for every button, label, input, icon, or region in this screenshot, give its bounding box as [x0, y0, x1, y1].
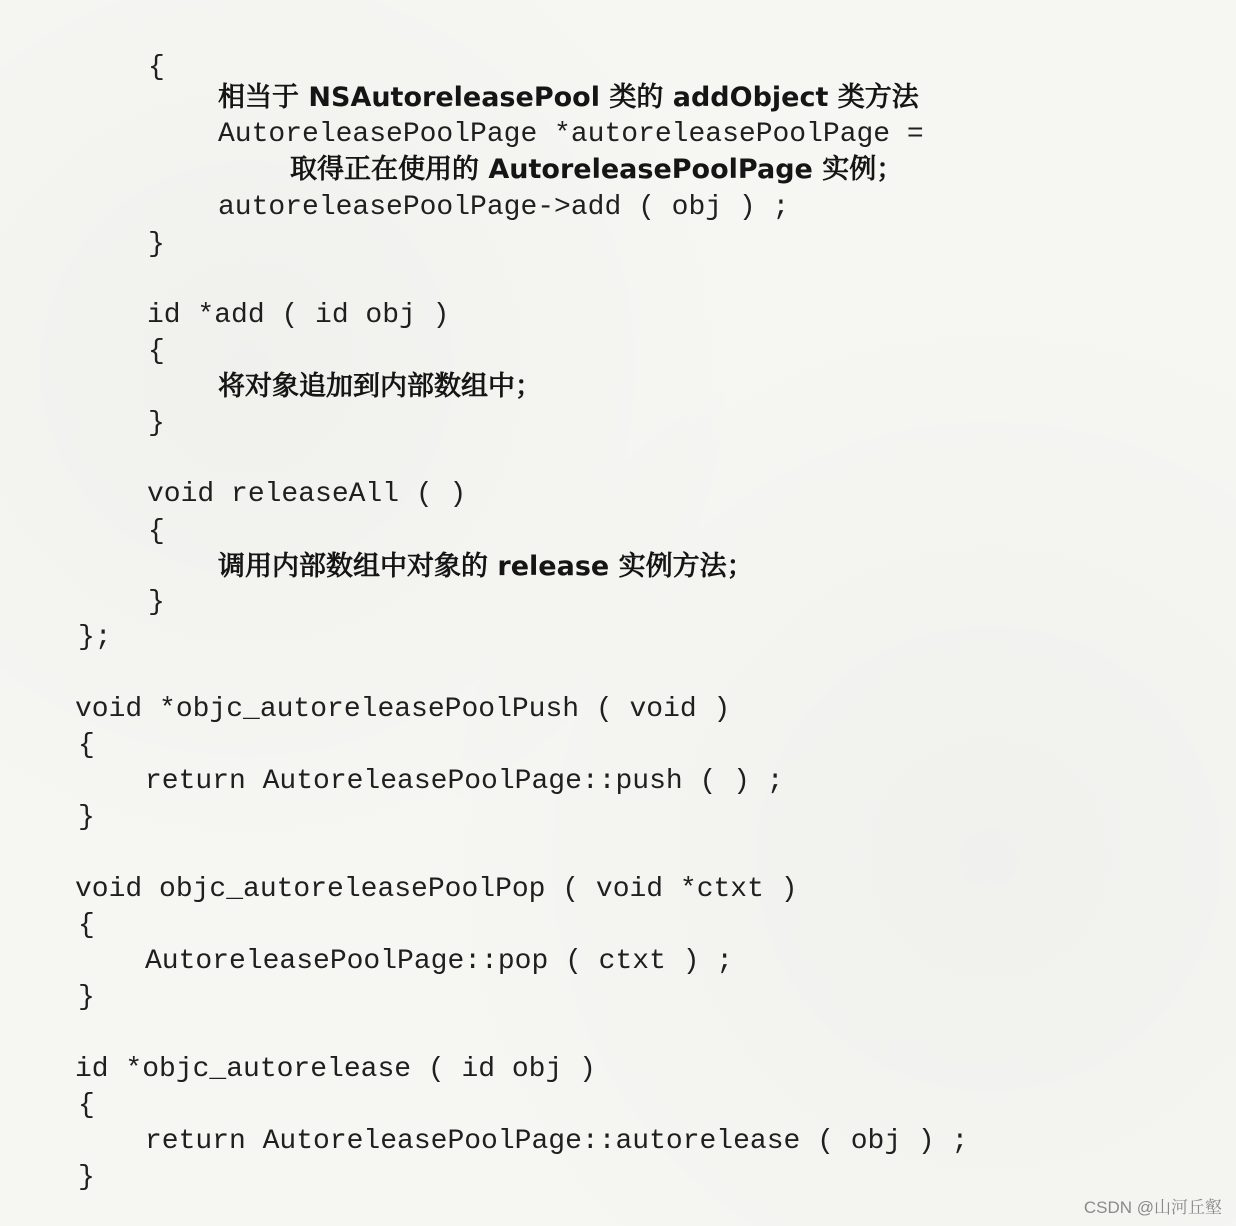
code-line-method-signature: id *add ( id obj ) [147, 300, 450, 331]
code-line-open-brace: { [78, 910, 95, 941]
code-line-open-brace: { [148, 516, 165, 547]
code-line-comment: 将对象追加到内部数组中； [218, 371, 542, 402]
code-line-open-brace: { [78, 1090, 95, 1121]
code-line-comment: 取得正在使用的 AutoreleasePoolPage 实例； [290, 154, 904, 185]
code-line-close-brace: } [148, 408, 165, 439]
code-line-function-signature: id *objc_autorelease ( id obj ) [75, 1054, 596, 1085]
code-line-class-end: }; [78, 622, 112, 653]
code-line-close-brace: } [78, 1162, 95, 1193]
code-line-method-signature: void releaseAll ( ) [147, 479, 467, 510]
code-line-function-signature: void *objc_autoreleasePoolPush ( void ) [75, 694, 731, 725]
code-line-open-brace: { [78, 730, 95, 761]
code-line: AutoreleasePoolPage *autoreleasePoolPage = [218, 119, 924, 150]
code-line-function-signature: void objc_autoreleasePoolPop ( void *ctxt ) [75, 874, 798, 905]
code-line-open-brace: { [148, 52, 165, 83]
code-line-open-brace: { [148, 336, 165, 367]
code-line: return AutoreleasePoolPage::autorelease ( obj ) ; [145, 1126, 969, 1157]
code-line: AutoreleasePoolPage::pop ( ctxt ) ; [145, 946, 734, 977]
watermark: CSDN @山河丘壑 [1083, 1198, 1222, 1217]
code-line: autoreleasePoolPage->add ( obj ) ; [218, 192, 790, 223]
code-line-comment: 相当于 NSAutoreleasePool 类的 addObject 类方法 [218, 82, 919, 113]
code-line-comment: 调用内部数组中对象的 release 实例方法； [218, 551, 754, 582]
code-line-close-brace: } [78, 982, 95, 1013]
code-line: return AutoreleasePoolPage::push ( ) ; [145, 766, 784, 797]
code-line-close-brace: } [148, 229, 165, 260]
code-line-close-brace: } [78, 802, 95, 833]
code-line-close-brace: } [148, 587, 165, 618]
